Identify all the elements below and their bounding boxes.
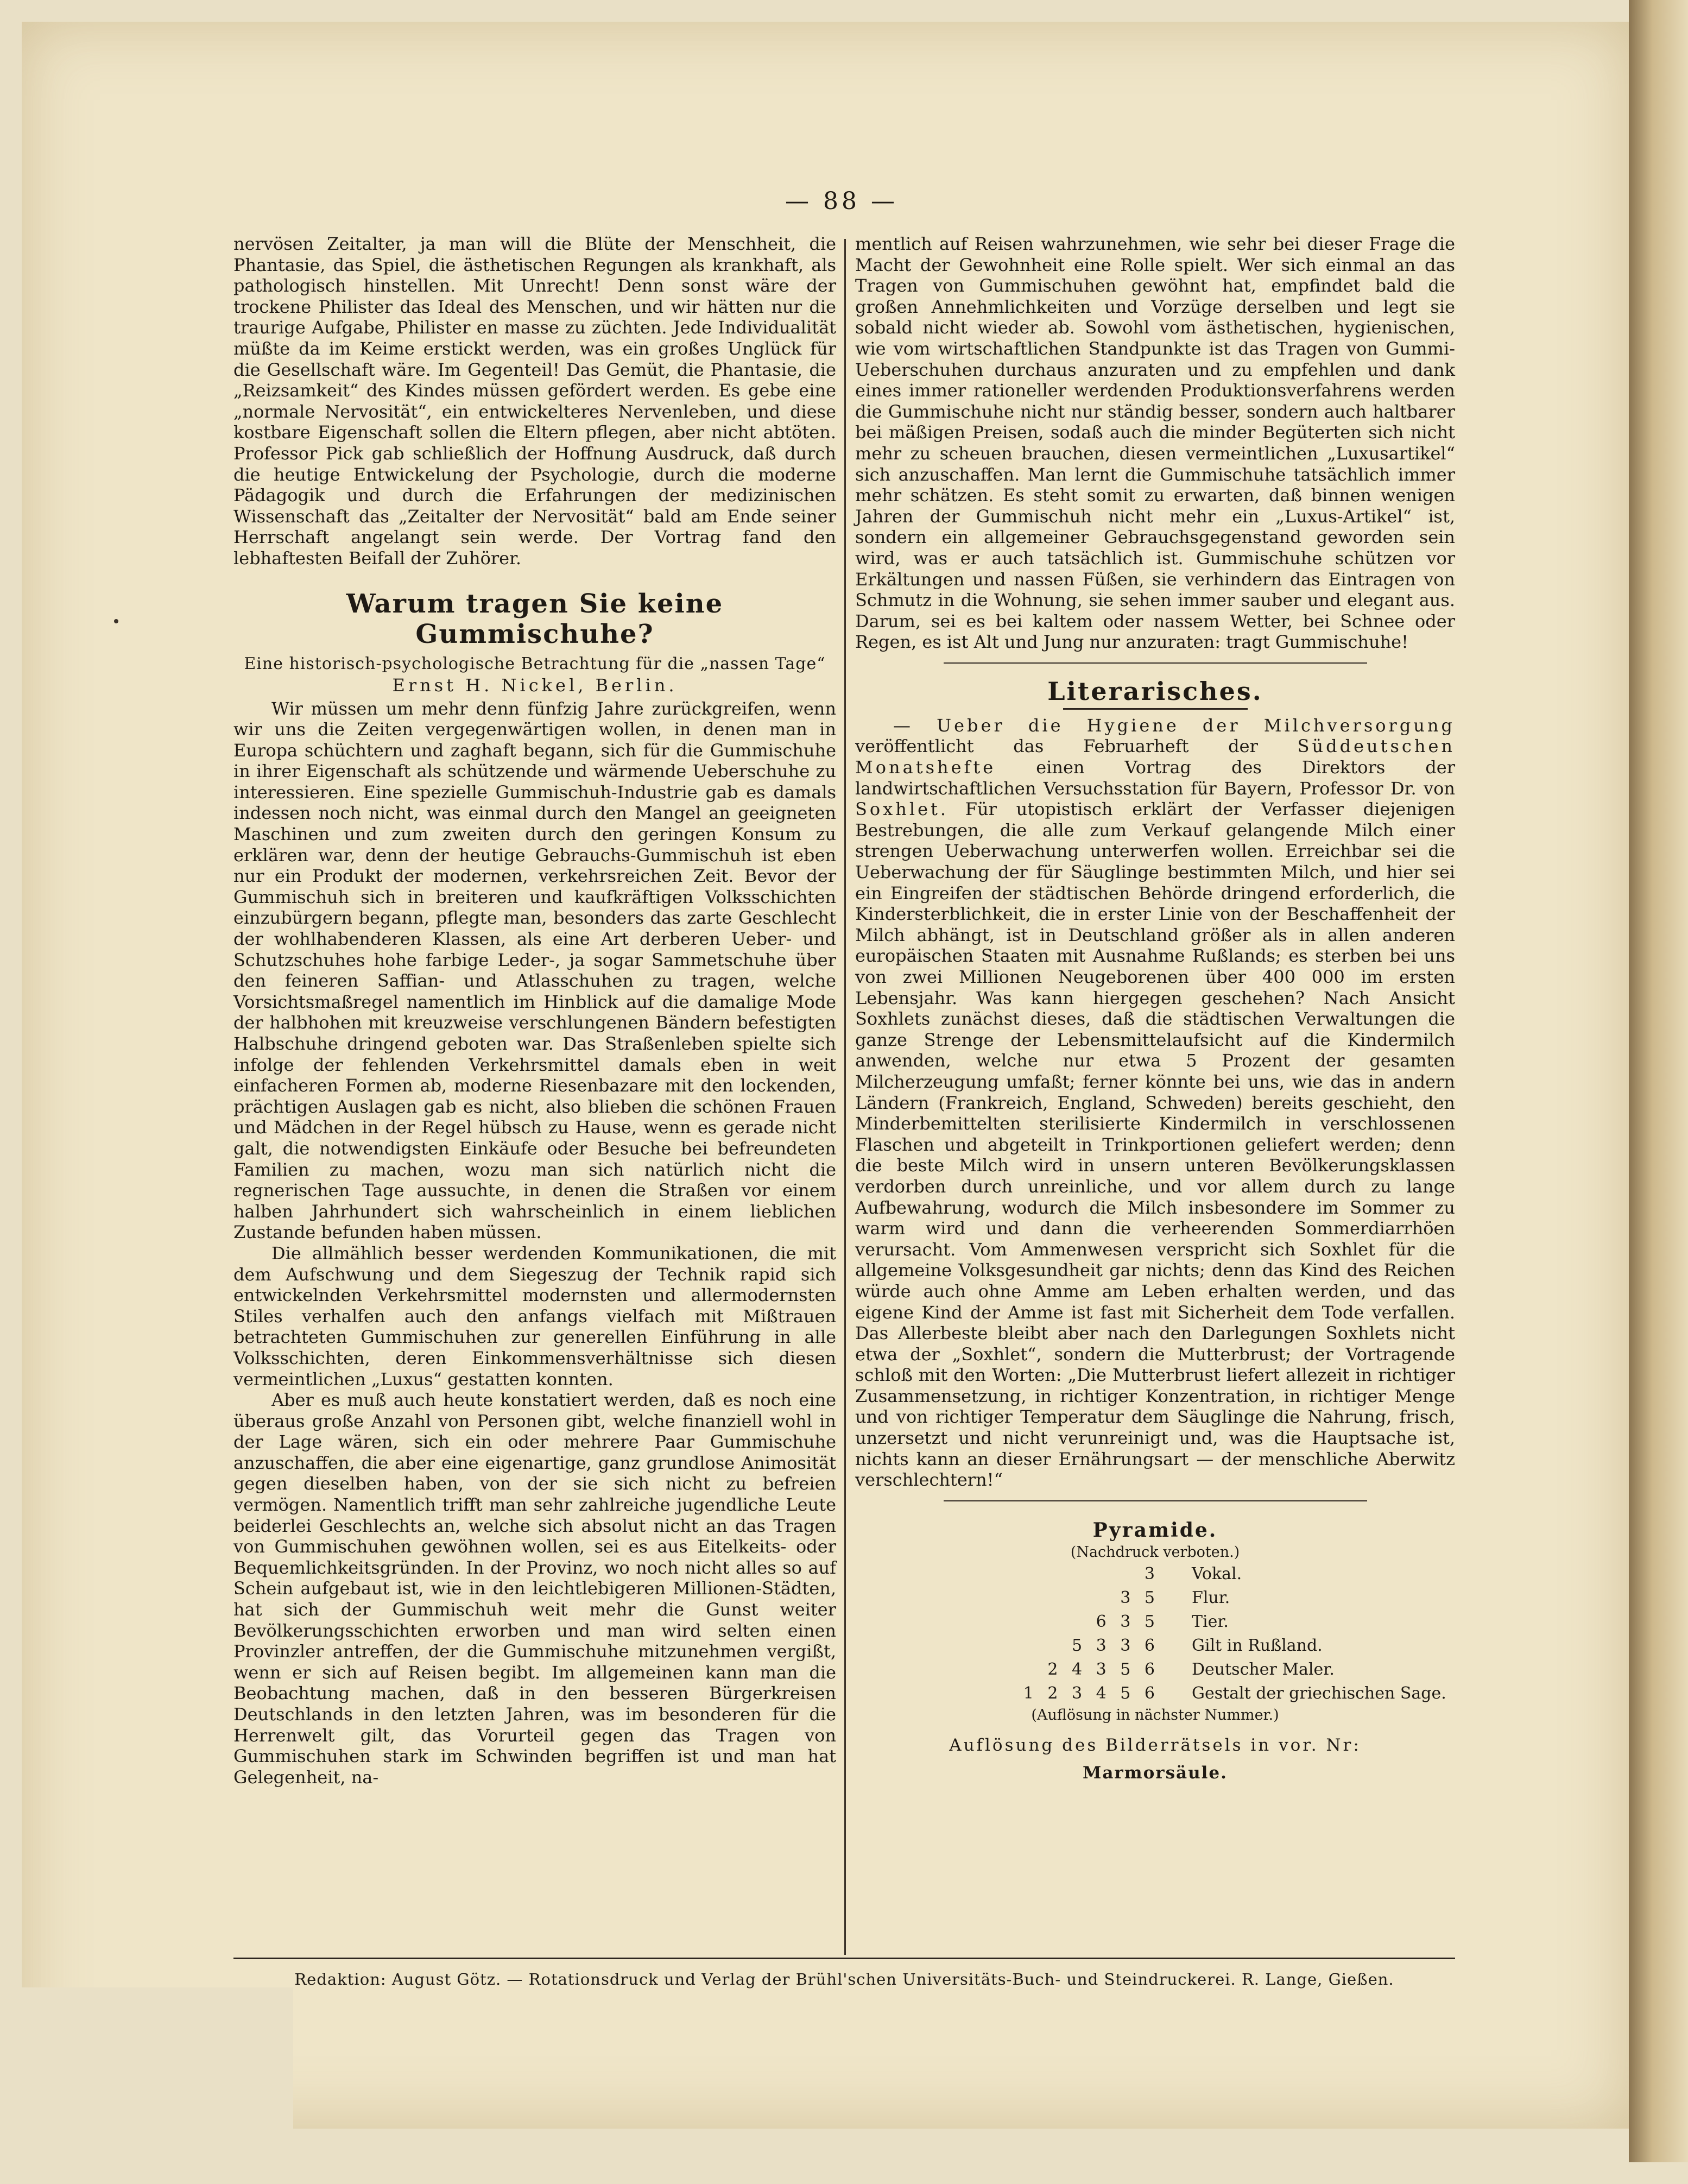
pyramid-clue: Vokal. [1192,1564,1242,1583]
pyramid-row [855,1658,1455,1682]
pyramid-numbers: 6 3 5 [1096,1612,1159,1631]
section-separator [944,1500,1367,1501]
pyramid-note: (Nachdruck verboten.) [1070,1543,1240,1561]
literary-text: einen Vortrag des Direktors der landwirtschaftlichen Versuchsstation für Bayern, Professor Dr. von [855,757,1455,799]
person-name: Soxhlet [855,799,940,820]
column-divider [844,239,846,1955]
pyramid-numbers: 3 5 [1120,1588,1159,1607]
pyramid-row [855,1634,1455,1658]
pyramid-numbers: 5 3 3 6 [1072,1636,1159,1655]
pyramid-title: Pyramide. [1092,1518,1218,1542]
pyramid-puzzle [855,1518,1455,1786]
footer-rule [233,1958,1455,1959]
page-number: — 88 — [785,187,898,215]
pyramid-clue: Tier. [1192,1612,1229,1631]
page-gutter [1629,0,1688,2162]
pyramid-clue: Gestalt der griechischen Sage. [1192,1683,1446,1703]
pyramid-row [855,1610,1455,1634]
section-title: Literarisches. [1047,676,1263,706]
pyramid-numbers: 3 [1144,1564,1159,1583]
pyramid-clue: Flur. [1192,1588,1230,1607]
pyramid-clue: Deutscher Maler. [1192,1659,1335,1679]
article-author: Ernst H. Nickel, Berlin. [392,674,678,696]
journal-name: Süddeutschen Monatshefte [855,736,1455,778]
pyramid-row [855,1562,1455,1586]
article-paragraph: Aber es muß auch heute konstatiert werden, daß es noch eine überaus große Anzahl von Personen gibt, welche finanziell wohl in der Lage wären, sich ein oder mehrere Paar Gummischuhe anzuschaffen, die aber eine eigenartige, ganz grundlose Animosität gegen dieselben haben, von der sie sich nicht zu befreien vermögen. Namentlich trifft man sehr zahlreiche jugendliche Leute beiderlei Geschlechts an, welche sich absolut nicht an das Tragen von Gummischuhen gewöhnen wollen, sei es aus Eitelkeits- oder Bequemlichkeitsgründen. In der Provinz, wo noch nicht alles so auf Schein aufgebaut ist, wie in den leichtlebigeren Millionen-Städten, hat sich der Gummischuh weit mehr die Gunst weiter Bevölkerungsschichten erworben und man wird selten einen Provinzler antreffen, der die Gummischuhe mitzunehmen vergißt, wenn er sich auf Reisen begibt. Im allgemeinen kann man die Beobachtung machen, daß in den besseren Bürgerkreisen Deutschlands in den letzten Jahren, was im besonderen für die Herrenwelt gilt, das Vorurteil gegen das Tragen von Gummischuhen stark im Schwinden begriffen ist und man hat Gelegenheit, na- [233,1390,836,1788]
literary-text: . Für utopistisch erklärt der Verfasser diejenigen Bestrebungen, die alle zum Verkauf gelangende Milch einer strengen Ueberwachung unterwerfen wollen. Erreichbar sei die Ueberwachung der für Säuglinge bestimmten Milch, und hier sei ein Eingreifen der städtischen Behörde dringend erforderlich, die Kindersterblichkeit, die in erster Linie von der Beschaffenheit der Milch abhängt, ist in Deutschland größer als in allen anderen europäischen Staaten mit Ausnahme Rußlands; es sterben bei uns von zwei Millionen Neugeborenen über 400 000 im ersten Lebensjahr. Was kann hiergegen geschehen? Nach Ansicht Soxhlets zunächst dieses, daß die städtischen Verwaltungen die ganze Strenge der Lebensmittelaufsicht auf die Kindermilch anwenden, welche nur etwa 5 Prozent der gesamten Milcherzeugung umfaßt; ferner könnte bei uns, wie das in andern Ländern (Frankreich, England, Schweden) bereits geschieht, den Minderbemittelten sterilisierte Kindermilch in verschlossenen Flaschen und abgeteilt in Trinkportionen geliefert werden; denn die beste Milch wird in unsern unteren Bevölkerungsklassen verdorben durch unreinliche, und vor allem durch zu lange Aufbewahrung, wodurch die Milch insbesondere im Sommer zu warm wird und dann die verheerenden Sommerdiarrhöen verursacht. Vom Ammenwesen verspricht sich Soxhlet für die allgemeine Volksgesundheit gar nichts; denn das Kind des Reichen würde auch ohne Amme am Leben erhalten werden, und das eigene Kind der Amme ist fast mit Sicherheit dem Tode verfallen. Das Allerbeste bleibt aber nach den Darlegungen Soxhlets nicht etwa der „Soxhlet“, sondern die Mutterbrust; der Vortragende schloß mit den Worten: „Die Mutterbrust liefert allezeit in richtiger Zusammensetzung, in richtiger Konzentration, in richtiger Menge und von richtiger Temperatur dem Säuglinge die Nahrung, frisch, unzersetzt und nicht verunreinigt und, was die Hauptsache ist, nichts kann an dieser Ernährungsart — der menschliche Aberwitz verschlechtern!“ [855,799,1455,1491]
article-title: Warum tragen Sie keine Gummischuhe? [346,588,724,649]
pyramid-numbers: 1 2 3 4 5 6 [1023,1683,1159,1703]
article-paragraph: Wir müssen um mehr denn fünfzig Jahre zurückgreifen, wenn wir uns die Zeiten vergegenwärtigen wollen, in denen man in Europa schüchtern und zaghaft begann, sich für die Gummischuhe in ihrer Eigenschaft als schützende und wärmende Ueberschuhe zu interessieren. Eine spezielle Gummischuh-Industrie gab es damals indessen noch nicht, was einmal durch den Mangel an geeigneten Maschinen und zum zweiten durch den geringen Konsum zu erklären war, denn der heutige Gebrauchs-Gummischuh ist eben nur ein Produkt der modernen, verkehrsreichen Zeit. Bevor der Gummischuh sich in breiteren und kaufkräftigen Volksschichten einzubürgern begann, pflegte man, besonders das zarte Geschlecht der wohlhabenderen Klassen, als eine Art derberen Ueber- und Schutzschuhes hohe farbige Leder-, ja sogar Sammetschuhe über den feineren Saffian- und Atlasschuhen zu tragen, welche Vorsichtsmaßregel namentlich im Hinblick auf die damalige Mode der halbhohen mit kreuzweise verschlungenen Bändern befestigten Halbschuhe dringend geboten war. Das Straßenleben spielte sich infolge der fehlenden Verkehrsmittel damals eben in weit einfacheren Formen ab, moderne Riesenbazare mit den lockenden, prächtigen Auslagen gab es nicht, also blieben die schönen Frauen und Mädchen in der Regel hübsch zu Hause, wenn es gerade nicht galt, die notwendigsten Einkäufe oder Besuche bei befreundeten Familien zu machen, wozu man sich natürlich nicht die regnerischen Tage aussuchte, in denen die Straßen vor einem halben Jahrhundert sich wahrscheinlich in einem lieblichen Zustande befunden haben müssen. [233,698,836,1243]
picture-puzzle-solution-label: Auflösung des Bilderrätsels in vor. Nr: [949,1735,1361,1755]
article-continuation: mentlich auf Reisen wahrzunehmen, wie sehr bei dieser Frage die Macht der Gewohnheit eine Rolle spielt. Wer sich einmal an das Tragen von Gummischuhen gewöhnt hat, empfindet bald die großen Annehmlichkeiten und Vorzüge derselben und legt sie sobald nicht wieder ab. Sowohl vom ästhetischen, hygienischen, wie vom wirtschaftlichen Standpunkte ist das Tragen von Gummi-Ueberschuhen durchaus anzuraten und zu empfehlen und dank eines immer rationeller werdenden Produktionsverfahrens werden die Gummischuhe nicht nur ständig besser, sondern auch haltbarer bei mäßigen Preisen, sodaß auch die minder Begüterten sich nicht mehr zu scheuen brauchen, diesen vermeintlichen „Luxusartikel“ sich anzuschaffen. Man lernt die Gummischuhe tatsächlich immer mehr schätzen. Es steht somit zu erwarten, daß binnen wenigen Jahren der Gummischuh nicht mehr ein „Luxus-Artikel“ ist, sondern ein allgemeiner Gebrauchsgegenstand geworden sein wird, was er auch tatsächlich ist. Gummischuhe schützen vor Erkältungen und nassen Füßen, sie verhindern das Eintragen von Schmutz in die Wohnung, sie sehen immer sauber und elegant aus. Darum, sei es bei kaltem oder nassem Wetter, bei Schnee oder Regen, es ist Alt und Jung nur anzuraten: tragt Gummischuhe! [855,233,1455,653]
section-title-underline [1063,708,1248,710]
left-column [233,233,836,1788]
literary-text: veröffentlicht das Februarheft der [855,736,1298,757]
literary-paragraph [855,715,1455,1491]
pyramid-row [855,1586,1455,1610]
right-column [855,233,1455,1786]
pyramid-numbers: 2 4 3 5 6 [1047,1659,1159,1679]
imprint-footer: Redaktion: August Götz. — Rotationsdruck und Verlag der Brühl'schen Universitäts-Buch- und Steindruckerei. R. Lange, Gießen. [294,1970,1394,1989]
picture-puzzle-solution: Marmorsäule. [1083,1763,1228,1783]
article-paragraph: Die allmählich besser werdenden Kommunikationen, die mit dem Aufschwung und dem Siegeszug der Technik rapid sich entwickelnden Verkehrsmittel modernsten und allermodernsten Stiles verhalfen auch den anfangs vielfach mit Mißtrauen betrachteten Gummischuhen zur generellen Einführung in alle Volksschichten, deren Einkommensverhältnisse sich diesen vermeintlichen „Luxus“ gestatten konnten. [233,1242,836,1390]
pyramid-row [855,1682,1455,1706]
pyramid-solution-note: (Auflösung in nächster Nummer.) [1031,1706,1279,1724]
literary-lead: — Ueber die Hygiene der Milchversorgung [893,715,1455,736]
ink-spot [114,619,118,623]
article-subtitle: Eine historisch-psychologische Betrachtung für die „nassen Tage“ [244,654,826,673]
section-separator [944,662,1367,664]
pyramid-clue: Gilt in Rußland. [1192,1636,1323,1655]
torn-corner [22,1987,293,2184]
intro-paragraph: nervösen Zeitalter, ja man will die Blüte der Menschheit, die Phantasie, das Spiel, die ästhetischen Regungen als krankhaft, als pathologisch hinstellen. Mit Unrecht! Denn sonst wäre der trockene Philister das Ideal des Menschen, und wir hätten nur die traurige Aufgabe, Philister en masse zu züchten. Jede Individualität müßte da im Keime erstickt werden, was ein großes Unglück für die Gesellschaft wäre. Im Gegenteil! Das Gemüt, die Phantasie, die „Reizsamkeit“ des Kindes müssen gefördert werden. Es gebe eine „normale Nervosität“, ein entwickelteres Nervenleben, und diese kostbare Eigenschaft sollen die Eltern pflegen, aber nicht abtöten. Professor Pick gab schließlich der Hoffnung Ausdruck, daß durch die heutige Entwickelung der Psychologie, durch die moderne Pädagogik und durch die Erfahrungen der medizinischen Wissenschaft das „Zeitalter der Nervosität“ bald am Ende seiner Herrschaft angelangt sein werde. Der Vortrag fand den lebhaftesten Beifall der Zuhörer. [233,233,836,569]
